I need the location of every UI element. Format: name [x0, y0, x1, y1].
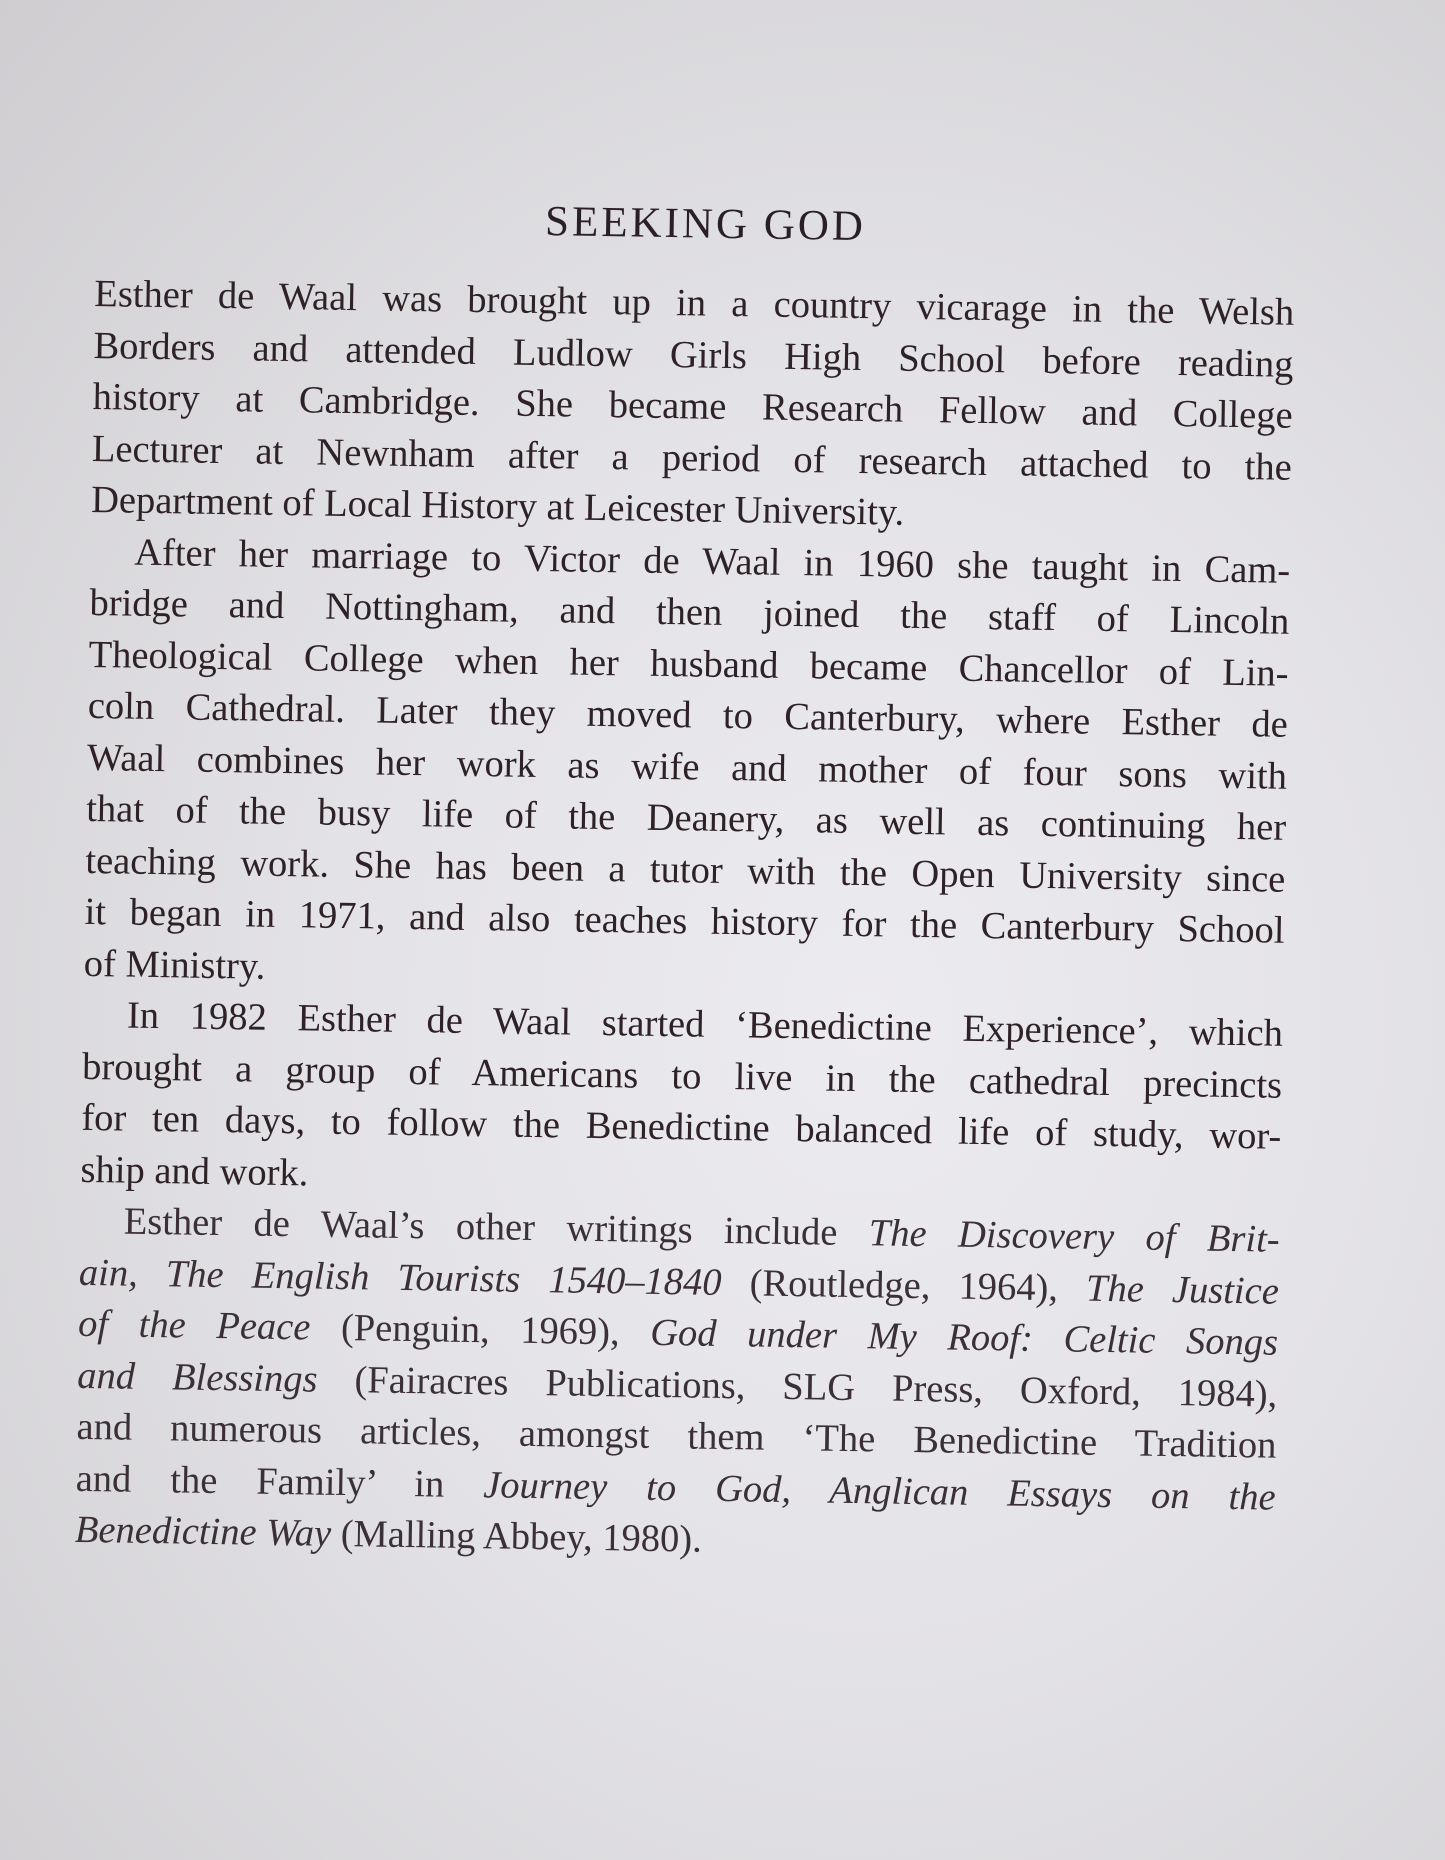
book-title-italic: God under My Roof: Celtic Songs: [649, 1311, 1279, 1364]
book-title-italic: of the Peace: [77, 1302, 311, 1349]
page-content: [75, 190, 1296, 1575]
book-title-italic: The Justice: [1085, 1267, 1280, 1313]
text-line: brought a group of Americans to live in the cathedral precincts: [81, 1045, 1283, 1107]
text-line: After her marriage to Victor de Waal in 1960 she taught in Cam-: [133, 531, 1291, 592]
text-line: for ten days, to follow the Benedictine balanced life of study, wor-: [81, 1096, 1282, 1158]
text-segment: (Penguin, 1969),: [310, 1306, 651, 1354]
text-line: In 1982 Esther de Waal started ‘Benedictine Experience’, which: [126, 994, 1284, 1055]
text-segment: and numerous articles, amongst them ‘The Benedictine Tradition: [76, 1405, 1277, 1467]
text-segment: (Malling Abbey, 1980).: [330, 1512, 703, 1561]
text-segment: Esther de Waal’s other writings include: [123, 1200, 870, 1255]
page-title: SEEKING GOD: [544, 198, 867, 251]
book-title-italic: The Discovery of Brit-: [868, 1212, 1280, 1261]
text-line: ship and work.: [80, 1148, 309, 1194]
paragraph-benedictine-experience: [80, 990, 1283, 1215]
paragraph-other-writings: [75, 1196, 1281, 1575]
text-line: it began in 1971, and also teaches history for the Canterbury School: [84, 890, 1285, 952]
text-line: history at Cambridge. She became Research Fellow and College: [92, 375, 1293, 437]
text-line: teaching work. She has been a tutor with the Open University since: [85, 839, 1286, 901]
book-title-italic: and Blessings: [77, 1354, 318, 1401]
text-line: bridge and Nottingham, and then joined the staff of Lincoln: [89, 581, 1290, 643]
text-line: Lecturer at Newnham after a period of research attached to the: [91, 427, 1293, 489]
book-title-italic: Journey to God, Anglican Essays on the: [482, 1463, 1276, 1519]
book-title-italic: ain, The English Tourists 1540–1840: [78, 1251, 722, 1304]
text-segment: (Routledge, 1964),: [721, 1261, 1087, 1310]
paragraph-biography-career: [83, 526, 1290, 1008]
text-line: Borders and attended Ludlow Girls High School before reading: [93, 324, 1294, 386]
text-line: that of the busy life of the Deanery, as well as continuing her: [85, 787, 1287, 849]
text-line: Theological College when her husband became Chancellor of Lin-: [88, 633, 1289, 695]
text-line: Esther de Waal was brought up in a country vicarage in the Welsh: [94, 272, 1295, 334]
text-segment: and the Family’ in: [75, 1457, 484, 1506]
text-line: Waal combines her work as wife and mother of four sons with: [86, 736, 1288, 798]
paragraph-biography-early-life: [91, 269, 1295, 545]
book-title-italic: Benedictine Way: [74, 1508, 332, 1555]
text-line: Department of Local History at Leicester University.: [90, 478, 905, 534]
text-line: coln Cathedral. Later they moved to Canterbury, where Esther de: [87, 684, 1289, 746]
text-segment: (Fairacres Publications, SLG Press, Oxford, 1984),: [317, 1358, 1278, 1416]
text-line: of Ministry.: [83, 942, 266, 988]
